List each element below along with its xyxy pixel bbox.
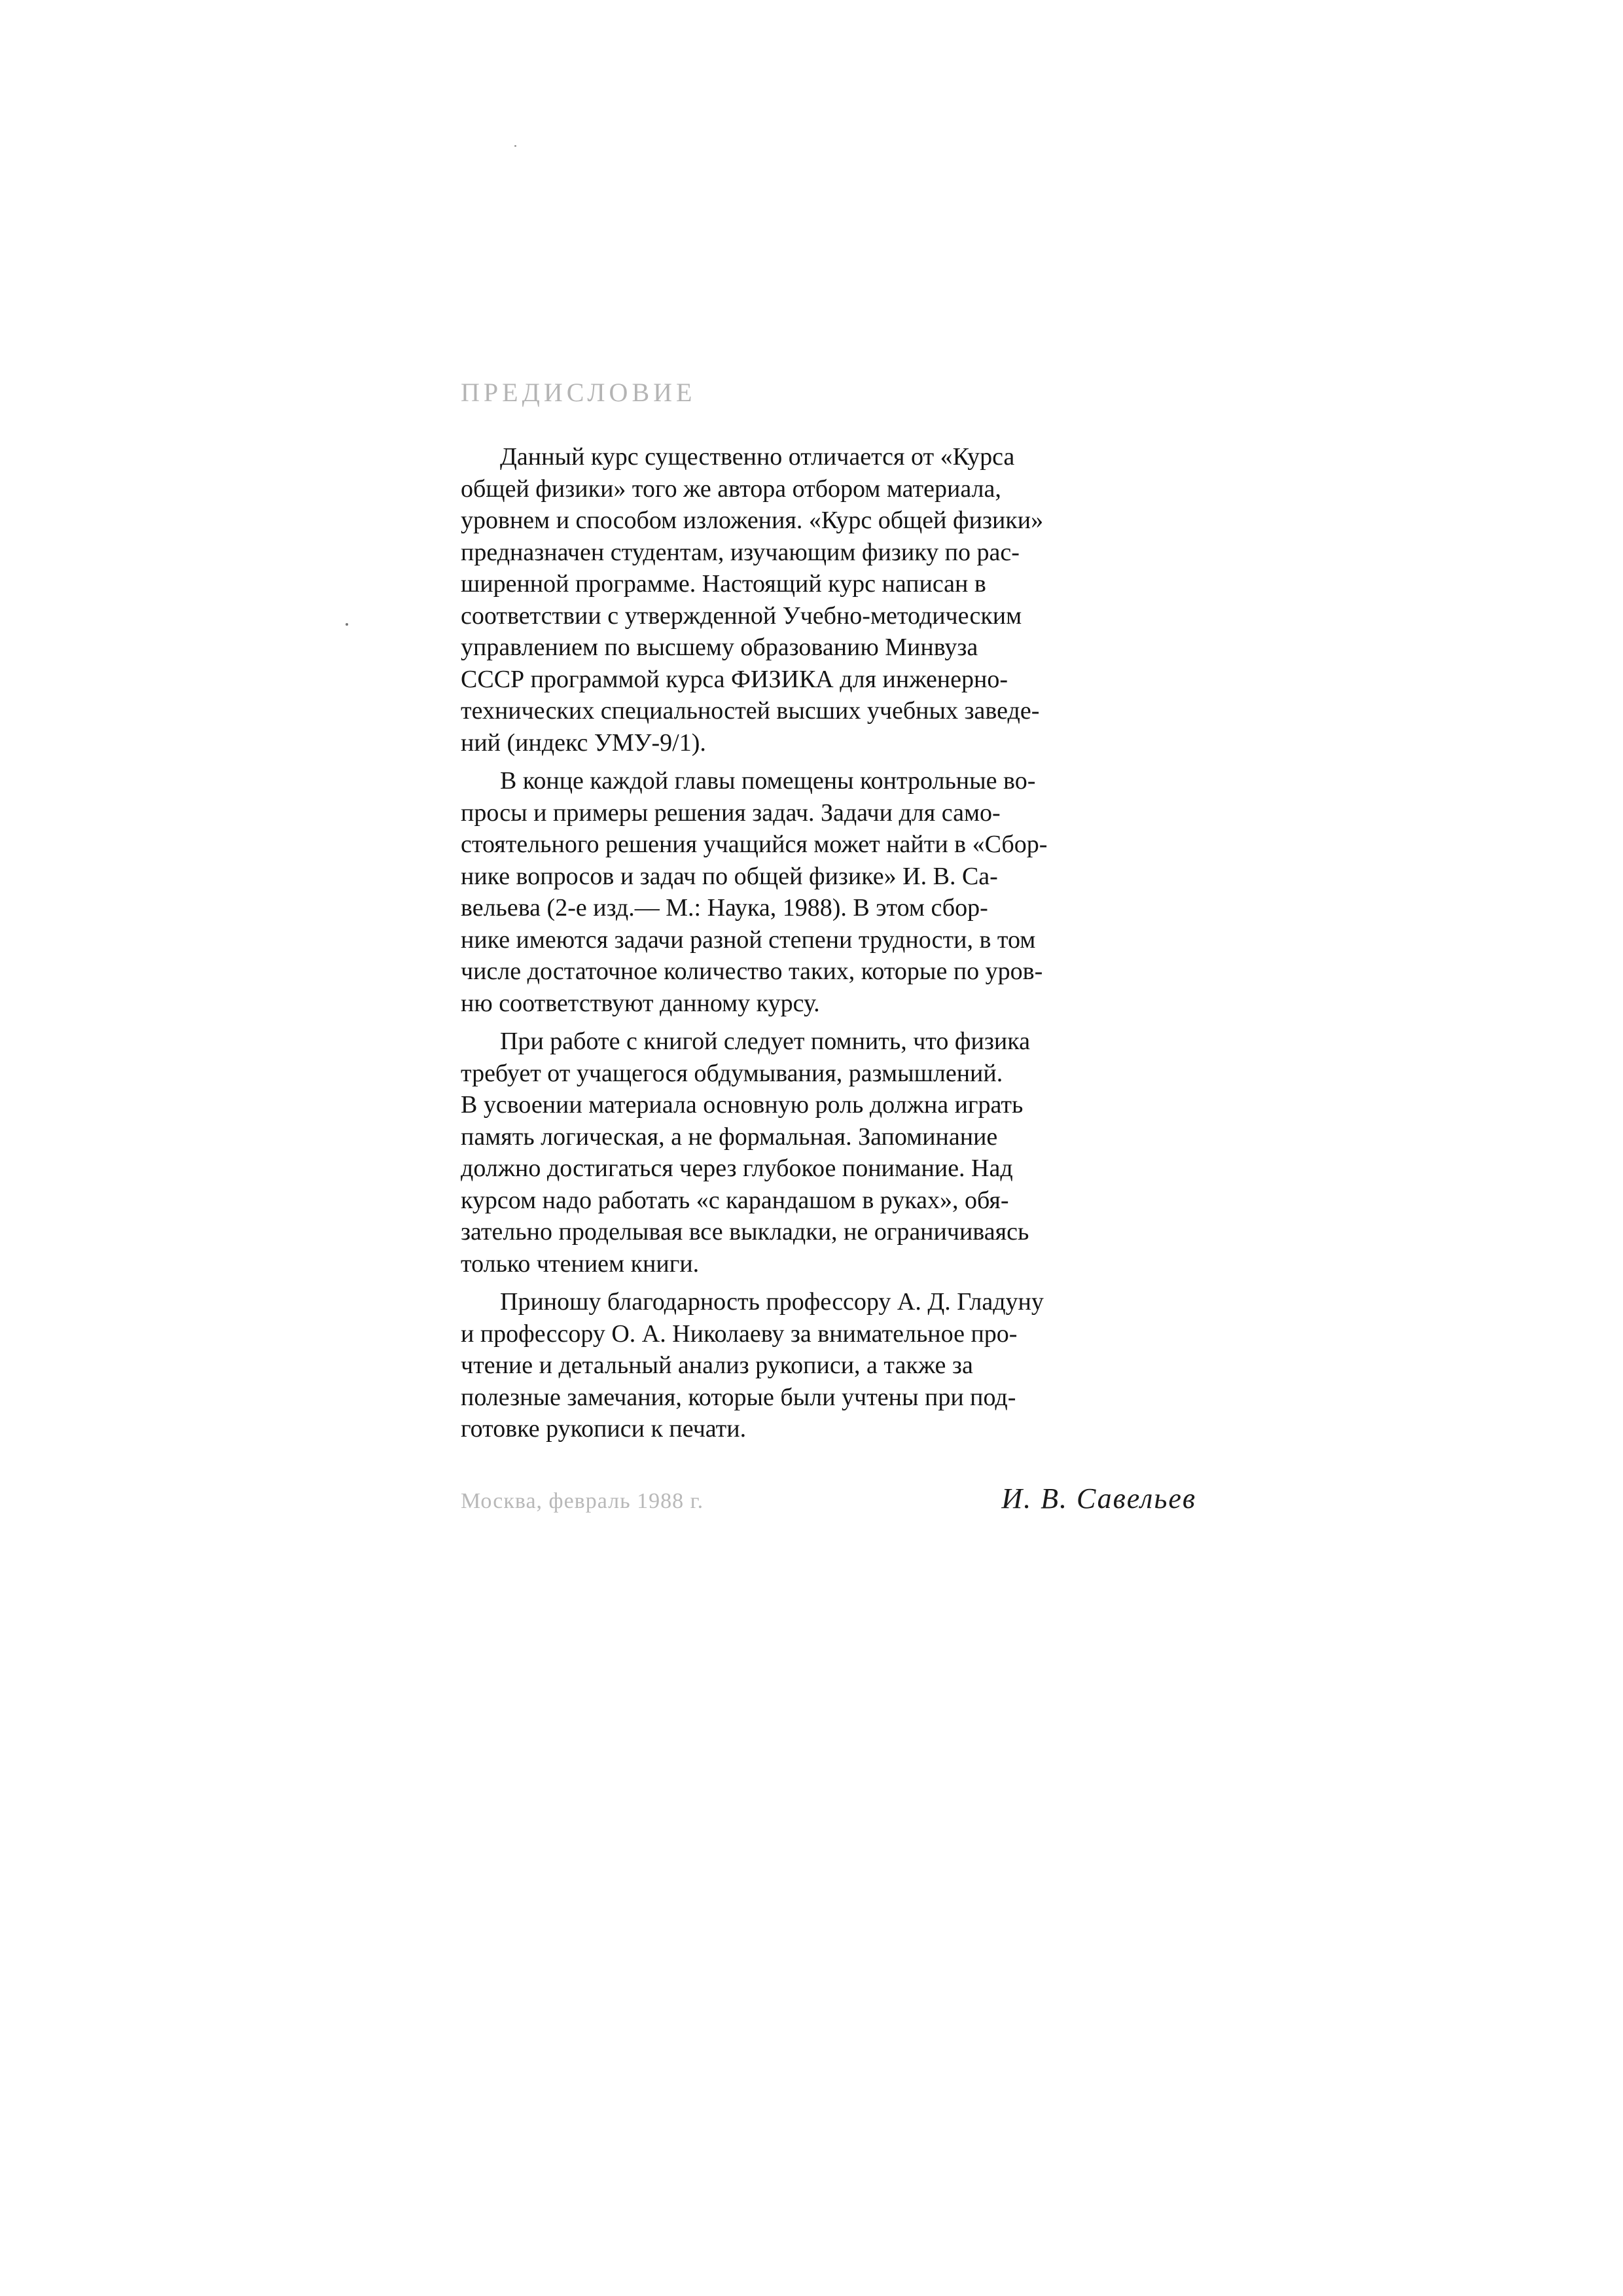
preface-footer xyxy=(461,1482,1196,1515)
text-line: Данный курс существенно отличается от «Курса xyxy=(500,443,1015,471)
preface-page xyxy=(461,373,1196,1515)
author-signature: И. В. Савельев xyxy=(1001,1482,1196,1515)
text-line: вельева (2-е изд.— М.: Наука, 1988). В этом сбор- xyxy=(461,894,988,922)
text-line: числе достаточное количество таких, которые по уров- xyxy=(461,958,1043,985)
text-line: ний (индекс УМУ-9/1). xyxy=(461,728,706,757)
text-line: готовке рукописи к печати. xyxy=(461,1415,747,1443)
text-line: полезные замечания, которые были учтены при под- xyxy=(461,1383,1016,1411)
paragraph-3 xyxy=(461,1026,1196,1280)
text-line: СССР программой курса ФИЗИКА для инженерно- xyxy=(461,665,1008,693)
text-line: В конце каждой главы помещены контрольные во- xyxy=(500,767,1036,795)
text-line: При работе с книгой следует помнить, что физика xyxy=(500,1028,1030,1055)
text-line: ширенной программе. Настоящий курс написан в xyxy=(461,570,986,598)
text-line: курсом надо работать «с карандашом в руках», обя- xyxy=(461,1186,1009,1214)
text-line: стоятельного решения учащийся может найти в «Сбор- xyxy=(461,831,1048,858)
text-line: предназначен студентам, изучающим физику по рас- xyxy=(461,538,1020,566)
scan-speck xyxy=(346,623,348,626)
text-line: должно достигаться через глубокое понимание. Над xyxy=(461,1155,1013,1182)
text-line: управлением по высшему образованию Минвуза xyxy=(461,634,978,661)
text-line: требует от учащегося обдумывания, размышлений. xyxy=(461,1059,1003,1087)
text-line: ню соответствуют данному курсу. xyxy=(461,989,820,1017)
paragraph-1 xyxy=(461,441,1196,759)
text-line: память логическая, а не формальная. Запоминание xyxy=(461,1122,998,1151)
text-line: зательно проделывая все выкладки, не ограничиваясь xyxy=(461,1218,1029,1246)
text-line: технических специальностей высших учебных заведе- xyxy=(461,697,1040,725)
text-line: просы и примеры решения задач. Задачи для само- xyxy=(461,798,1001,827)
paragraph-2 xyxy=(461,765,1196,1019)
text-line: только чтением книги. xyxy=(461,1249,700,1278)
place-and-date: Москва, февраль 1988 г. xyxy=(461,1488,704,1513)
scan-speck xyxy=(514,145,516,147)
text-line: Приношу благодарность профессору А. Д. Гладуну xyxy=(500,1288,1044,1316)
text-line: соответствии с утвержденной Учебно-методическим xyxy=(461,601,1022,630)
text-line: чтение и детальный анализ рукописи, а также за xyxy=(461,1352,973,1379)
text-line: и профессору О. А. Николаеву за внимательное про- xyxy=(461,1319,1018,1348)
text-line: нике имеются задачи разной степени трудности, в том xyxy=(461,925,1036,954)
paragraph-4 xyxy=(461,1286,1196,1445)
preface-heading: ПРЕДИСЛОВИЕ xyxy=(461,378,696,407)
text-line: общей физики» того же автора отбором материала, xyxy=(461,475,1001,503)
text-line: уровнем и способом изложения. «Курс общей физики» xyxy=(461,507,1044,534)
text-line: В усвоении материала основную роль должна играть xyxy=(461,1091,1024,1119)
text-line: нике вопросов и задач по общей физике» И. В. Са- xyxy=(461,862,998,890)
